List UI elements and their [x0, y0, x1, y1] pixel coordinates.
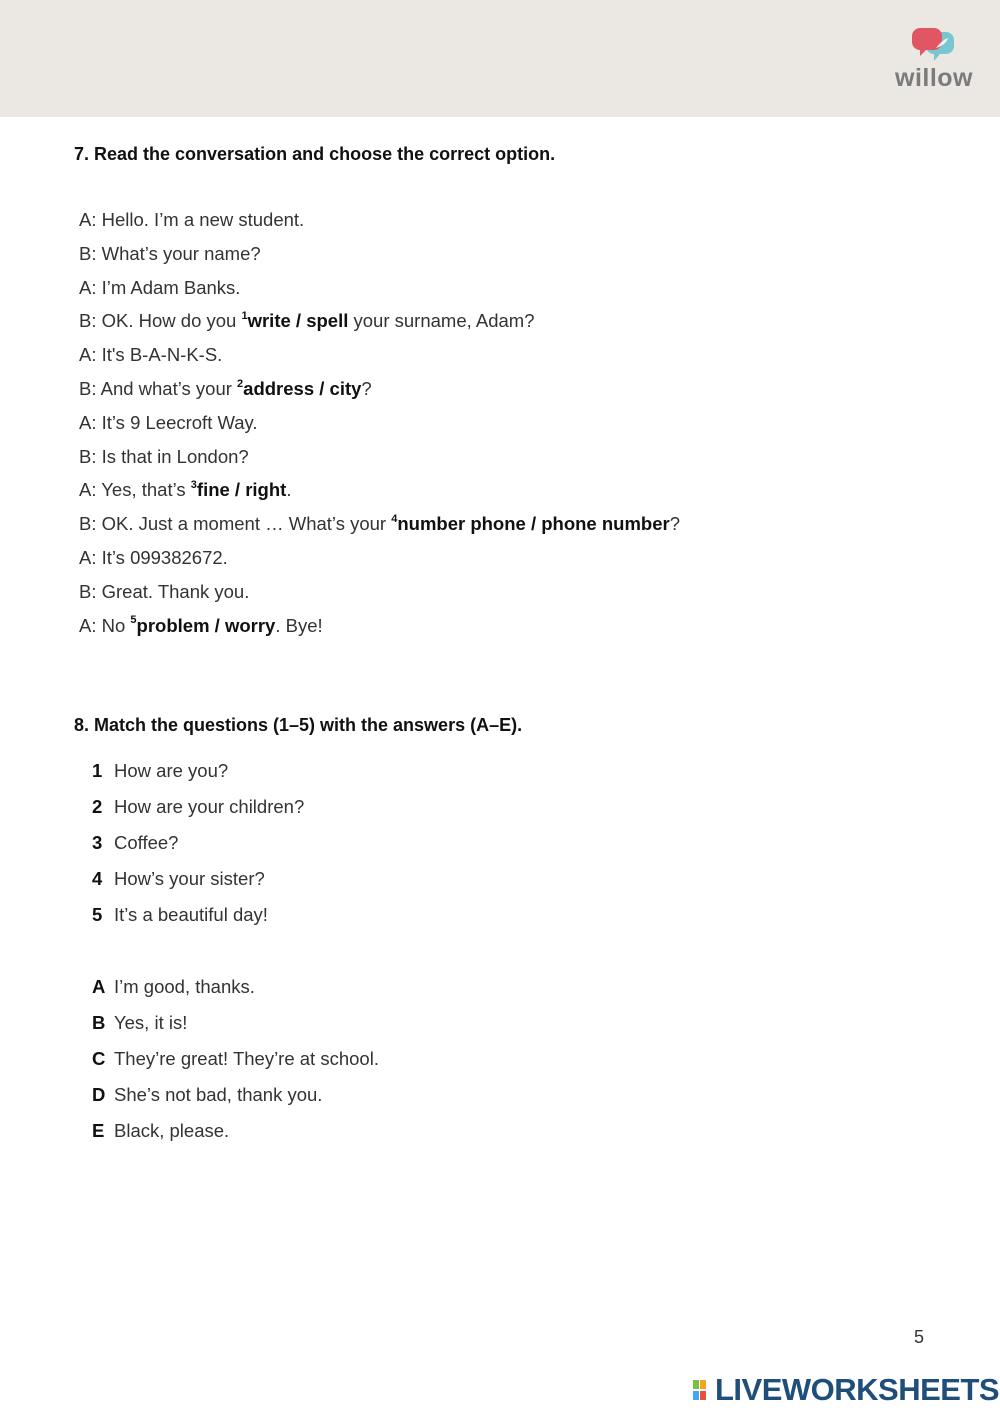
- option-number: 2: [237, 377, 244, 390]
- answer-text: She’s not bad, thank you.: [114, 1084, 323, 1105]
- option-number: 1: [241, 310, 248, 323]
- question-number: 4: [92, 868, 103, 889]
- question-item: [92, 832, 178, 854]
- answer-text: Black, please.: [114, 1120, 230, 1141]
- dialogue-line: [79, 243, 261, 265]
- question-number: 2: [92, 796, 103, 817]
- dialogue-text-end: .: [286, 479, 292, 501]
- question-text: It’s a beautiful day!: [114, 904, 268, 925]
- section-7-title: 7. Read the conversation and choose the correct option.: [74, 144, 556, 164]
- dialogue-text: B: And what’s your: [79, 378, 238, 399]
- dialogue-text: B: OK. How do you: [79, 310, 242, 332]
- answer-item: [92, 1048, 379, 1070]
- dialogue-text: A: Yes, that’s: [79, 479, 191, 501]
- willow-wordmark: willow: [895, 64, 973, 92]
- question-number: 1: [92, 760, 103, 781]
- dialogue-line: [79, 547, 228, 569]
- liveworksheets-text: LIVEWORKSHEETS: [715, 1372, 1000, 1407]
- dialogue-text: A: It's B-A-N-K-S.: [79, 344, 223, 366]
- dialogue-text: A: No: [79, 614, 131, 636]
- dialogue-line: [79, 446, 249, 468]
- dialogue-line: [79, 513, 680, 535]
- option-number: 4: [391, 513, 398, 526]
- question-text: How are your children?: [114, 796, 305, 817]
- answer-item: [92, 1084, 322, 1106]
- answer-letter: C: [92, 1048, 106, 1069]
- dialogue-text: B: Is that in London?: [79, 445, 249, 467]
- answer-options: address / city: [243, 378, 362, 399]
- dialogue-line: [79, 479, 291, 501]
- dialogue-line: [79, 378, 372, 400]
- answer-letter: A: [92, 976, 106, 997]
- dialogue-line: [79, 412, 258, 434]
- question-item: [92, 760, 228, 782]
- question-text: How’s your sister?: [114, 868, 265, 889]
- option-number: 5: [130, 614, 137, 627]
- answer-options: problem / worry: [136, 614, 276, 636]
- answer-text: They’re great! They’re at school.: [114, 1048, 379, 1069]
- dialogue-text: A: It’s 9 Leecroft Way.: [79, 411, 258, 433]
- answer-item: [92, 1012, 187, 1034]
- answer-letter: E: [92, 1120, 105, 1141]
- option-number: 3: [190, 479, 197, 492]
- dialogue-text-end: ?: [361, 378, 372, 399]
- dialogue-text: B: Great. Thank you.: [79, 580, 250, 602]
- dialogue-text-end: ?: [669, 513, 681, 535]
- liveworksheets-icon: [693, 1378, 715, 1402]
- page-header: [0, 0, 1000, 117]
- question-text: How are you?: [114, 760, 229, 781]
- dialogue-line: [79, 615, 323, 637]
- question-text: Coffee?: [114, 832, 179, 853]
- section-8-title: 8. Match the questions (1–5) with the answers (A–E).: [74, 715, 523, 735]
- dialogue-line: [79, 310, 534, 332]
- question-number: 5: [92, 904, 103, 925]
- page-number: 5: [914, 1327, 925, 1347]
- dialogue-line: [79, 209, 304, 231]
- dialogue-text: A: I’m Adam Banks.: [79, 276, 241, 298]
- answer-item: [92, 976, 255, 998]
- question-item: [92, 796, 304, 818]
- willow-logo: [888, 26, 978, 96]
- answer-item: [92, 1120, 229, 1142]
- answer-options: fine / right: [196, 479, 287, 501]
- dialogue-text: B: OK. Just a moment … What’s your: [79, 513, 392, 535]
- answer-text: I’m good, thanks.: [114, 976, 255, 997]
- dialogue-text: A: Hello. I’m a new student.: [79, 209, 305, 230]
- answer-letter: B: [92, 1012, 106, 1033]
- answer-options: write / spell: [247, 310, 349, 332]
- question-number: 3: [92, 832, 103, 853]
- answer-options: number phone / phone number: [397, 513, 670, 535]
- question-item: [92, 904, 268, 926]
- dialogue-line: [79, 277, 240, 299]
- speech-bubbles-icon: [912, 28, 956, 66]
- dialogue-line: [79, 581, 249, 603]
- dialogue-text: A: It’s 099382672.: [79, 547, 228, 568]
- answer-text: Yes, it is!: [114, 1012, 188, 1033]
- dialogue-text: B: What’s your name?: [79, 242, 261, 264]
- dialogue-text-end: your surname, Adam?: [348, 310, 535, 332]
- dialogue-line: [79, 344, 222, 366]
- answer-letter: D: [92, 1084, 106, 1105]
- dialogue-text-end: . Bye!: [275, 614, 323, 636]
- question-item: [92, 868, 265, 890]
